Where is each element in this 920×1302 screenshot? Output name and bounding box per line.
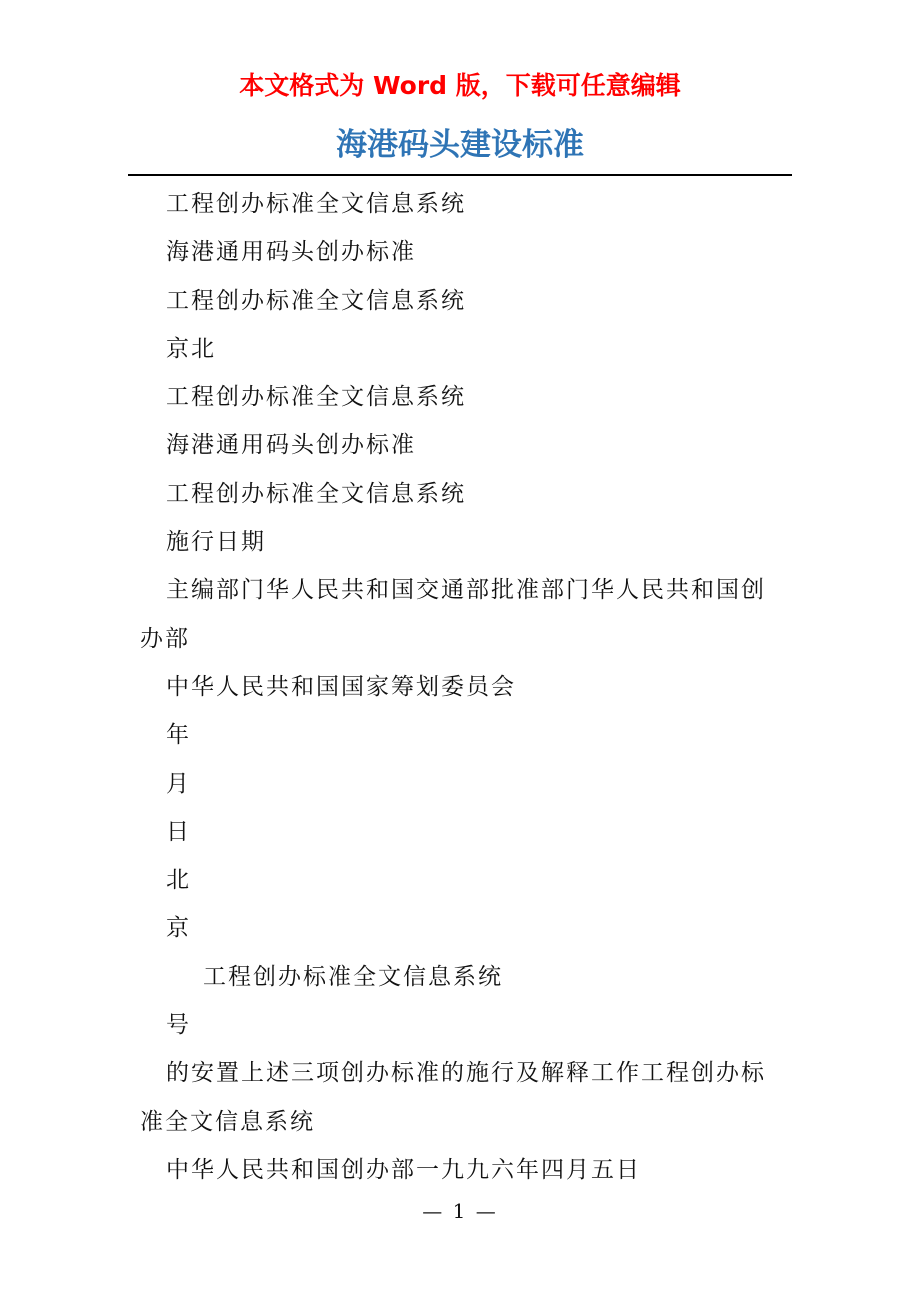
paragraph: 工程创办标准全文信息系统 <box>166 287 466 314</box>
paragraph: 日 <box>166 818 191 845</box>
paragraph: 中华人民共和国创办部一九九六年四月五日 <box>166 1156 641 1183</box>
paragraph: 年 <box>166 722 191 749</box>
download-notice: 本文格式为 Word 版，下载可任意编辑 <box>239 71 681 100</box>
page-number: — 1 — <box>422 1199 498 1223</box>
paragraph: 中华人民共和国国家筹划委员会 <box>166 673 516 700</box>
paragraph: 海港通用码头创办标准 <box>166 239 416 266</box>
paragraph: 月 <box>166 770 191 797</box>
paragraph: 海港通用码头创办标准 <box>166 432 416 459</box>
paragraph: 京北 <box>166 335 216 362</box>
paragraph: 北 <box>166 867 191 894</box>
paragraph: 工程创办标准全文信息系统 <box>166 384 466 411</box>
document-body <box>140 180 790 1194</box>
title-divider <box>128 174 792 176</box>
paragraph: 施行日期 <box>166 529 266 556</box>
paragraph: 工程创办标准全文信息系统 <box>166 480 466 507</box>
document-title: 海港码头建设标准 <box>336 127 584 163</box>
paragraph: 主编部门华人民共和国交通部批准部门华人民共和国创办部 <box>140 577 766 652</box>
paragraph: 的安置上述三项创办标准的施行及解释工作工程创办标准全文信息系统 <box>140 1060 766 1135</box>
paragraph: 工程创办标准全文信息系统 <box>203 963 503 990</box>
paragraph: 工程创办标准全文信息系统 <box>166 191 466 217</box>
paragraph: 京 <box>166 915 191 942</box>
paragraph: 号 <box>166 1012 191 1039</box>
